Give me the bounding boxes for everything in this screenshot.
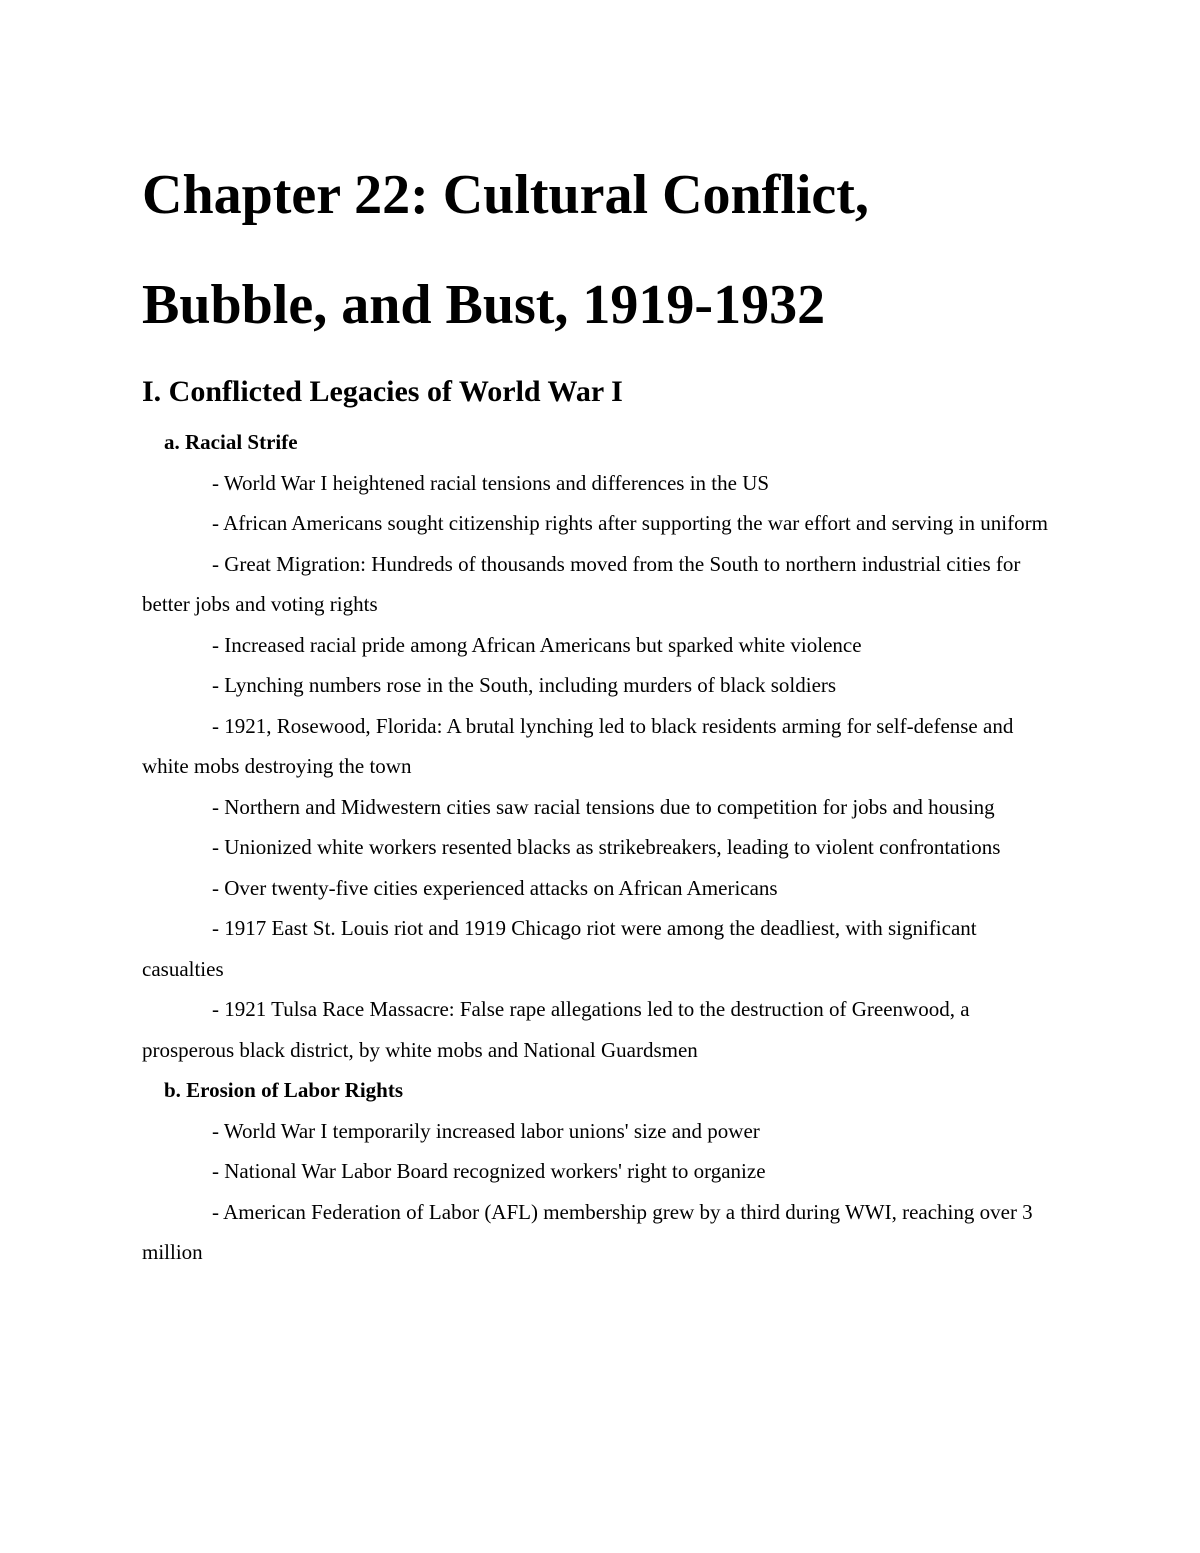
list-item: - World War I heightened racial tensions and differences in the US [212, 470, 770, 495]
list-item: - Increased racial pride among African Americans but sparked white violence [212, 632, 862, 657]
bullet-list [142, 463, 1062, 1071]
list-item: - 1917 East St. Louis riot and 1919 Chicago riot were among the deadliest, with significant casualties [142, 916, 977, 981]
section-1 [142, 372, 1062, 1273]
list-item: - World War I temporarily increased labor unions' size and power [212, 1118, 760, 1143]
list-item: - 1921 Tulsa Race Massacre: False rape allegations led to the destruction of Greenwood, a prosperous black district, by white mobs and National Guardsmen [142, 997, 970, 1062]
list-item: - Northern and Midwestern cities saw racial tensions due to competition for jobs and housing [212, 794, 995, 819]
list-item: - American Federation of Labor (AFL) membership grew by a third during WWI, reaching over 3 million [142, 1199, 1033, 1264]
list-item: - Over twenty-five cities experienced attacks on African Americans [212, 875, 778, 900]
list-item: - Lynching numbers rose in the South, including murders of black soldiers [212, 673, 837, 697]
document-body [142, 140, 1062, 1273]
list-item: - Unionized white workers resented blacks as strikebreakers, leading to violent confrontations [212, 835, 1001, 859]
chapter-title [142, 140, 1062, 360]
list-item: - African Americans sought citizenship rights after supporting the war effort and serving in uniform [212, 511, 1048, 535]
list-item: - 1921, Rosewood, Florida: A brutal lynching led to black residents arming for self-defense and white mobs destroying the town [142, 713, 1014, 778]
chapter-title-line-1: Chapter 22: Cultural Conflict, [142, 164, 869, 226]
chapter-title-line-2: Bubble, and Bust, 1919-1932 [142, 274, 826, 336]
subsection-heading: b. Erosion of Labor Rights [164, 1078, 404, 1102]
section-heading: I. Conflicted Legacies of World War I [142, 375, 623, 408]
list-item: - National War Labor Board recognized workers' right to organize [212, 1159, 766, 1183]
list-item: - Great Migration: Hundreds of thousands moved from the South to northern industrial cities for better jobs and voting rights [142, 551, 1021, 616]
subsection-racial-strife [142, 422, 1062, 1070]
subsection-heading: a. Racial Strife [164, 430, 298, 454]
bullet-list [142, 1111, 1062, 1273]
subsection-erosion-of-labor-rights [142, 1070, 1062, 1273]
